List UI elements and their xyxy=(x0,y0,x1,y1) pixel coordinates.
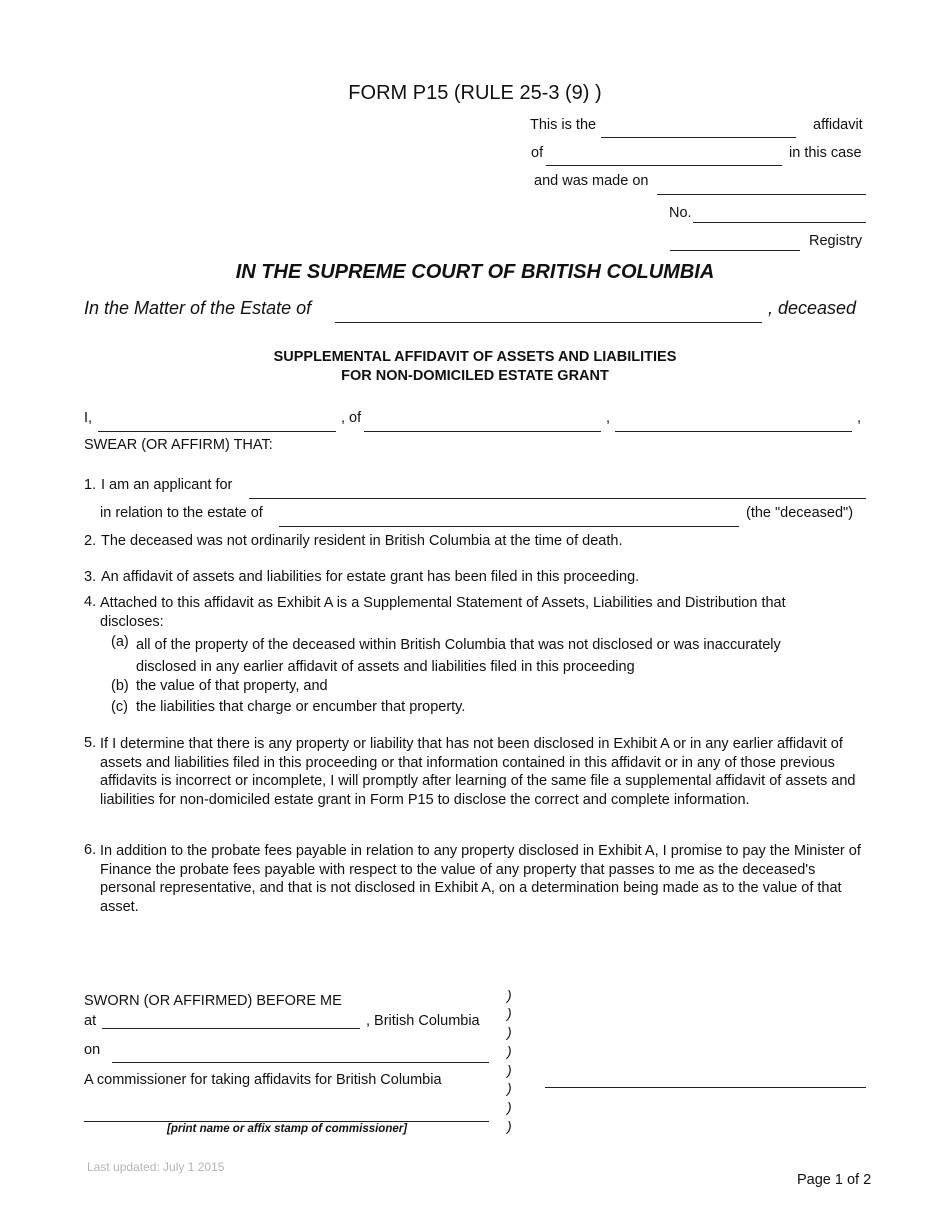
para-4-text: Attached to this affidavit as Exhibit A is a Supplemental Statement of Assets, Liabilities and Distribution that discloses: xyxy=(100,595,786,630)
jurat-bracket: ) xyxy=(507,1024,512,1040)
para-4a-text: all of the property of the deceased within British Columbia that was not disclosed or was inaccurately disclosed in any earlier affidavit of assets and liabilities filed in this proceeding xyxy=(136,637,781,675)
para-4a-label: (a) xyxy=(111,634,129,650)
in-this-case-label: in this case xyxy=(789,145,862,161)
jurat-bracket: ) xyxy=(507,987,512,1003)
comma-separator-end: , xyxy=(857,410,862,426)
commissioner-label: A commissioner for taking affidavits for British Columbia xyxy=(84,1072,442,1088)
print-name-note: [print name or affix stamp of commissioner] xyxy=(167,1123,408,1135)
registry-field[interactable] xyxy=(670,250,800,251)
the-deceased-label: (the "deceased") xyxy=(746,505,854,521)
affidavit-label: affidavit xyxy=(813,117,863,133)
para-6-text: In addition to the probate fees payable in relation to any property disclosed in Exhibit A, I promise to pay the Minister of Finance the probate fees payable with respect to the value of any property that passes to me as the deceased's personal representative, and that is not disclosed in Exhibit A, on a determination being made as to the value of that asset. xyxy=(100,843,861,915)
commissioner-name-field[interactable] xyxy=(84,1121,489,1122)
of-label: of xyxy=(531,145,544,161)
jurat-bracket: ) xyxy=(507,1118,512,1134)
para-6-number: 6. xyxy=(84,842,97,858)
deponent-name-field[interactable] xyxy=(546,165,782,166)
no-label: No. xyxy=(669,205,692,221)
estate-of-field[interactable] xyxy=(279,526,739,527)
affidavit-ordinal-field[interactable] xyxy=(601,137,796,138)
para-3-text: An affidavit of assets and liabilities for estate grant has been filed in this proceeding. xyxy=(101,569,640,585)
this-is-the-label: This is the xyxy=(530,117,597,133)
para-4b-text: the value of that property, and xyxy=(136,678,328,694)
estate-name-field[interactable] xyxy=(335,322,762,323)
jurat-on-label: on xyxy=(84,1042,101,1058)
sworn-place-field[interactable] xyxy=(102,1028,360,1029)
para-4-number: 4. xyxy=(84,594,97,610)
para-2-text: The deceased was not ordinarily resident in British Columbia at the time of death. xyxy=(101,533,623,549)
made-on-label: and was made on xyxy=(534,173,649,189)
last-updated: Last updated: July 1 2015 xyxy=(87,1160,225,1174)
para-4b-label: (b) xyxy=(111,678,129,694)
para-4c-text: the liabilities that charge or encumber that property. xyxy=(136,699,466,715)
affidavit-heading-line1: SUPPLEMENTAL AFFIDAVIT OF ASSETS AND LIABILITIES xyxy=(273,349,677,365)
jurat-bracket: ) xyxy=(507,1080,512,1096)
para-1-text: I am an applicant for xyxy=(101,477,233,493)
address-field[interactable] xyxy=(364,431,601,432)
swear-statement: SWEAR (OR AFFIRM) THAT: xyxy=(84,437,273,453)
i-label: I, xyxy=(84,410,93,426)
matter-suffix: , deceased xyxy=(768,298,857,318)
para-1-number: 1. xyxy=(84,477,97,493)
sworn-before-me: SWORN (OR AFFIRMED) BEFORE ME xyxy=(84,993,342,1009)
page-number: Page 1 of 2 xyxy=(797,1172,872,1188)
matter-prefix: In the Matter of the Estate of xyxy=(84,298,312,318)
jurat-bracket: ) xyxy=(507,1062,512,1078)
jurat-bracket: ) xyxy=(507,1005,512,1021)
para-3-number: 3. xyxy=(84,569,97,585)
deponent-signature-field[interactable] xyxy=(545,1087,866,1088)
jurat-at-label: at xyxy=(84,1013,97,1029)
form-title: FORM P15 (RULE 25-3 (9) ) xyxy=(348,82,602,104)
registry-label: Registry xyxy=(809,233,863,249)
sworn-date-field[interactable] xyxy=(112,1062,489,1063)
para-1-relation: in relation to the estate of xyxy=(100,505,263,521)
para-5-text: If I determine that there is any property or liability that has not been disclosed in Exhibit A or in any earlier affidavit of assets and liabilities filed in this proceeding or that information contained in this affidavit or in any of those previous affidavits is incorrect or incomplete, I will promptly after learning of the same file a supplemental affidavit of assets and liabilities for non-domiciled estate grant in Form P15 to disclose the correct and complete information. xyxy=(100,736,856,808)
deponent-full-name-field[interactable] xyxy=(98,431,336,432)
para-2-number: 2. xyxy=(84,533,97,549)
applicant-for-field[interactable] xyxy=(249,498,866,499)
para-5-number: 5. xyxy=(84,735,97,751)
affidavit-heading-line2: FOR NON-DOMICILED ESTATE GRANT xyxy=(341,368,609,384)
para-4c-label: (c) xyxy=(111,699,128,715)
made-on-date-field[interactable] xyxy=(657,194,866,195)
comma-separator: , xyxy=(606,410,611,426)
court-title: IN THE SUPREME COURT OF BRITISH COLUMBIA xyxy=(235,261,715,283)
jurat-bracket: ) xyxy=(507,1099,512,1115)
jurat-bracket: ) xyxy=(507,1043,512,1059)
british-columbia-label: , British Columbia xyxy=(366,1013,480,1029)
occupation-field[interactable] xyxy=(615,431,852,432)
file-number-field[interactable] xyxy=(693,222,866,223)
of-comma-label: , of xyxy=(341,410,362,426)
